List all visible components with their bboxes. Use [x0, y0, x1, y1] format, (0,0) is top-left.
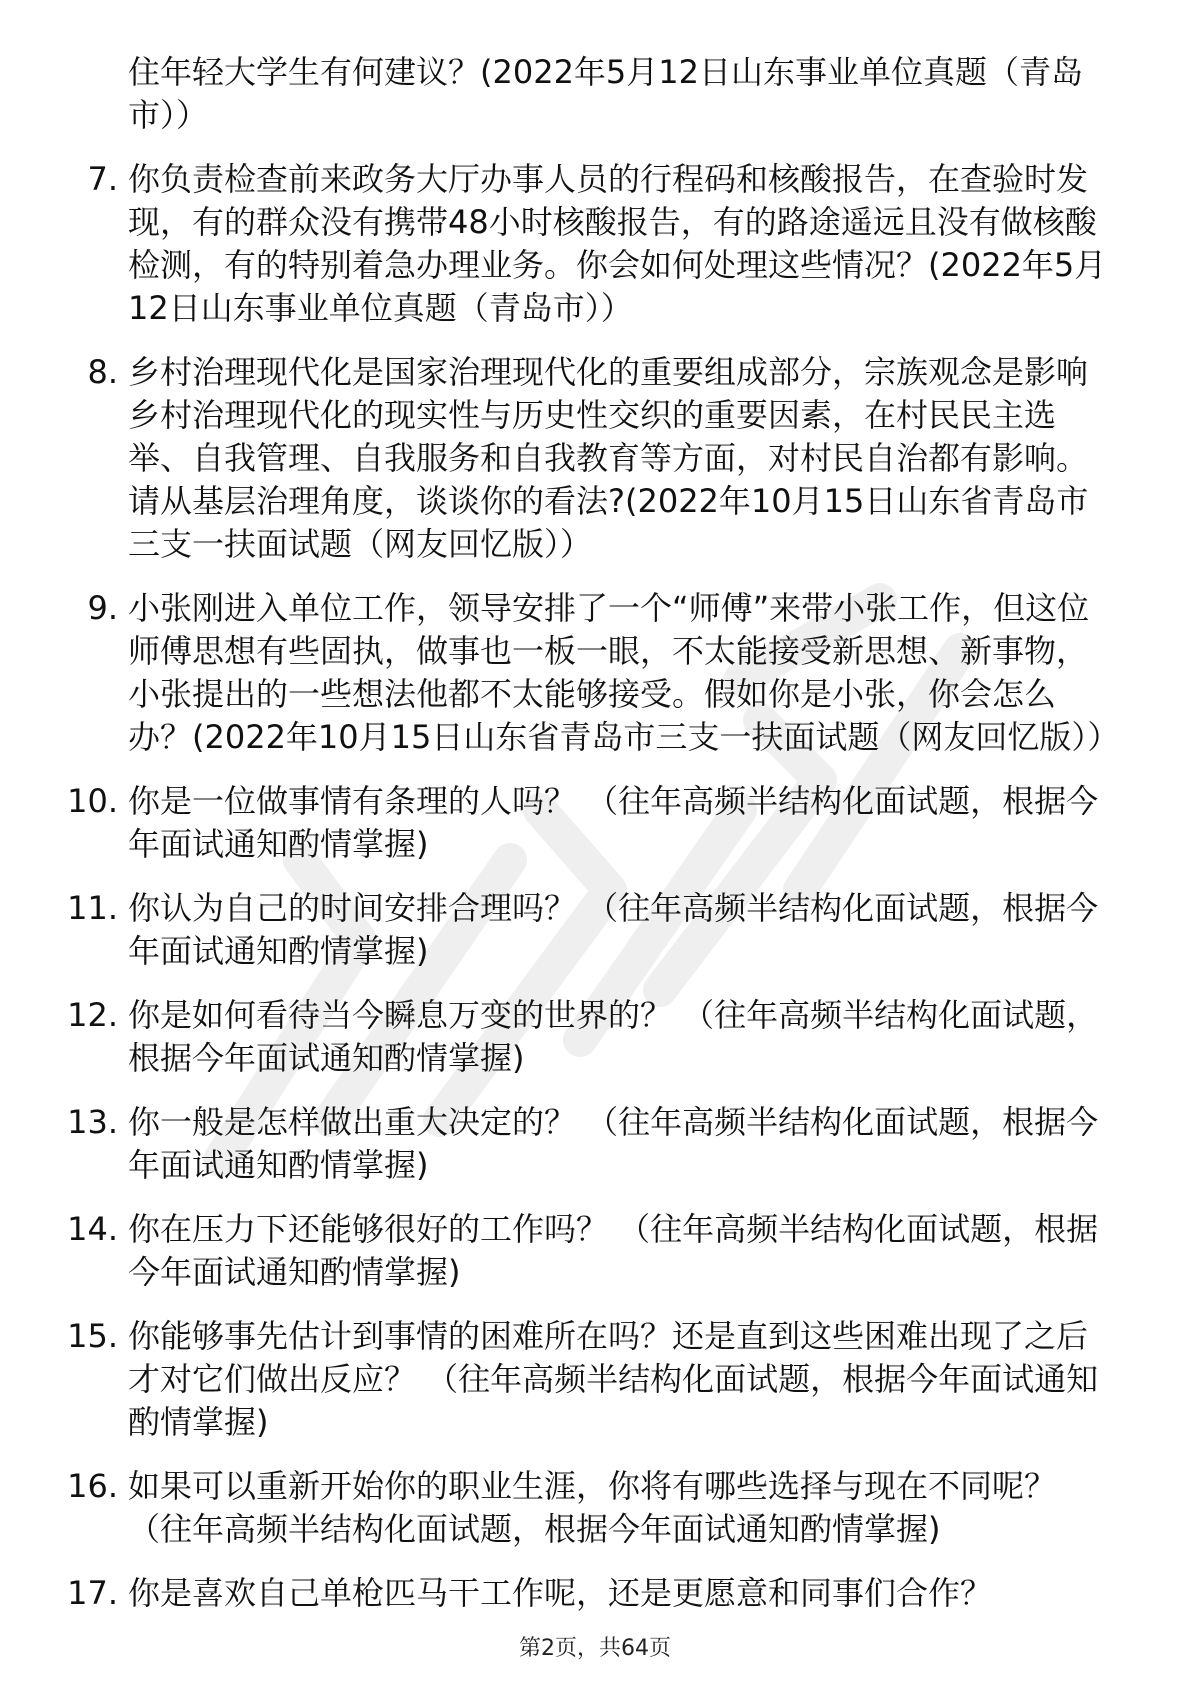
question-text: 乡村治理现代化是国家治理现代化的重要组成部分，宗族观念是影响乡村治理现代化的现实性与历史性交织的重要因素，在村民民主选举、自我管理、自我服务和自我教育等方面，对村民自治都有影响。请从基层治理角度，谈谈你的看法?(2022年10月15日山东省青岛市三支一扶面试题（网友回忆版）） — [128, 353, 1089, 563]
question-number: 12. — [67, 996, 118, 1034]
question-item-12 — [56, 994, 1136, 1080]
question-text: 如果可以重新开始你的职业生涯，你将有哪些选择与现在不同呢？ （往年高频半结构化面试题，根据今年面试通知酌情掌握) — [128, 1467, 1057, 1548]
question-text: 你是如何看待当今瞬息万变的世界的？ （往年高频半结构化面试题，根据今年面试通知酌情掌握) — [128, 996, 1099, 1077]
question-number: 17. — [67, 1574, 118, 1612]
question-item-14 — [56, 1208, 1136, 1294]
question-item-9 — [56, 587, 1136, 759]
question-item-10 — [56, 780, 1136, 866]
question-number: 10. — [67, 782, 118, 820]
question-number: 13. — [67, 1103, 118, 1141]
question-number: 11. — [67, 889, 118, 927]
question-number: 8. — [87, 353, 118, 391]
question-item-8 — [56, 351, 1136, 566]
question-text: 你是喜欢自己单枪匹马干工作呢，还是更愿意和同事们合作？ — [128, 1574, 993, 1612]
question-text: 你认为自己的时间安排合理吗？ （往年高频半结构化面试题，根据今年面试通知酌情掌握) — [128, 889, 1099, 970]
question-item-15 — [56, 1315, 1136, 1444]
question-item-16 — [56, 1465, 1136, 1551]
question-number: 15. — [67, 1317, 118, 1355]
question-item-13 — [56, 1101, 1136, 1187]
question-number: 7. — [87, 160, 118, 198]
continued-question-text: 住年轻大学生有何建议？(2022年5月12日山东事业单位真题（青岛市）） — [128, 53, 1084, 134]
question-text: 你一般是怎样做出重大决定的？ （往年高频半结构化面试题，根据今年面试通知酌情掌握) — [128, 1103, 1099, 1184]
question-text: 你是一位做事情有条理的人吗？ （往年高频半结构化面试题，根据今年面试通知酌情掌握) — [128, 782, 1099, 863]
question-number: 16. — [67, 1467, 118, 1505]
question-list — [56, 51, 1136, 1636]
question-item-11 — [56, 887, 1136, 973]
question-number: 14. — [67, 1210, 118, 1248]
question-text: 小张刚进入单位工作，领导安排了一个“师傅”来带小张工作，但这位师傅思想有些固执，做事也一板一眼，不太能接受新思想、新事物，小张提出的一些想法他都不太能够接受。假如你是小张，你会怎么办？(2022年10月15日山东省青岛市三支一扶面试题（网友回忆版）） — [128, 589, 1120, 756]
question-item-7 — [56, 158, 1136, 330]
page-number-footer: 第2页，共64页 — [519, 1636, 671, 1661]
question-text: 你在压力下还能够很好的工作吗？ （往年高频半结构化面试题，根据今年面试通知酌情掌握) — [128, 1210, 1099, 1291]
question-text: 你能够事先估计到事情的困难所在吗？还是直到这些困难出现了之后才对它们做出反应？ （往年高频半结构化面试题，根据今年面试通知酌情掌握) — [128, 1317, 1099, 1441]
question-number: 9. — [87, 589, 118, 627]
question-item-17 — [56, 1572, 1136, 1615]
question-text: 你负责检查前来政务大厅办事人员的行程码和核酸报告，在查验时发现，有的群众没有携带48小时核酸报告，有的路途遥远且没有做核酸检测，有的特别着急办理业务。你会如何处理这些情况？(2022年5月12日山东事业单位真题（青岛市）） — [128, 160, 1107, 327]
